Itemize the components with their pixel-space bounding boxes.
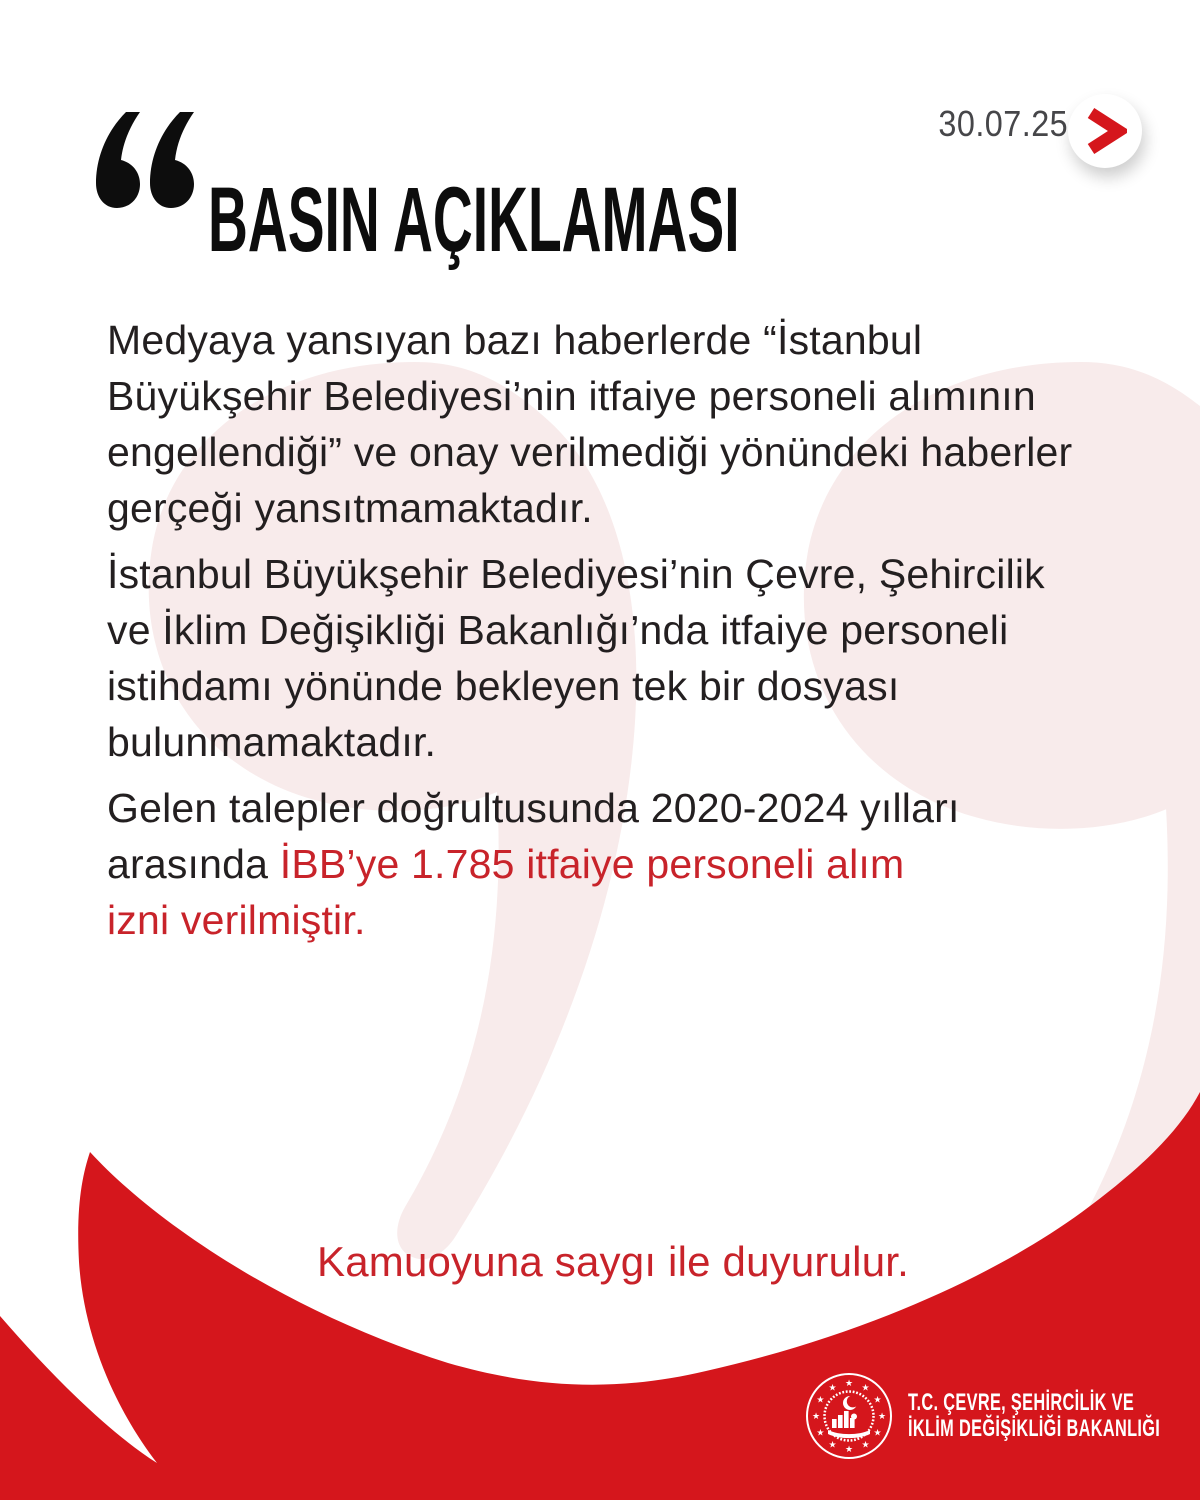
chevron-right-icon (1083, 107, 1127, 155)
page-title: BASIN AÇIKLAMASI (208, 168, 740, 271)
body-text: Gelen talepler doğrultusunda 2020-2024 yılları (107, 785, 960, 831)
text-line (107, 780, 1167, 836)
body-text: gerçeği yansıtmamaktadır. (107, 485, 593, 531)
paragraph (107, 546, 1167, 770)
svg-text:★: ★ (877, 1412, 887, 1422)
text-line (107, 836, 1167, 892)
svg-text:★: ★ (828, 1440, 837, 1451)
body-text: Büyükşehir Belediyesi’nin itfaiye personeli alımının (107, 373, 1036, 419)
svg-text:★: ★ (828, 1383, 837, 1394)
paragraph (107, 780, 1167, 948)
svg-text:★: ★ (861, 1383, 870, 1394)
ministry-emblem-icon (804, 1371, 894, 1461)
text-line (107, 368, 1167, 424)
closing-statement: Kamuoyuna saygı ile duyurulur. (316, 1238, 909, 1285)
press-release-body (107, 312, 1167, 958)
body-text: engellendiği” ve onay verilmediği yönündeki haberler (107, 429, 1073, 475)
body-text: istihdamı yönünde bekleyen tek bir dosyası (107, 663, 900, 709)
svg-text:★: ★ (873, 1428, 882, 1439)
body-text: ve İklim Değişikliği Bakanlığı’nda itfaiye personeli (107, 607, 1009, 653)
ministry-signature (804, 1371, 1200, 1461)
svg-text:★: ★ (816, 1428, 825, 1439)
opening-quote-icon (96, 112, 194, 208)
svg-text:★: ★ (873, 1395, 882, 1406)
text-line (107, 546, 1167, 602)
body-text: arasında (107, 841, 280, 887)
svg-text:★: ★ (844, 1445, 854, 1455)
svg-text:★: ★ (811, 1412, 821, 1422)
body-text: Medyaya yansıyan bazı haberlerde “İstanbul (107, 317, 923, 363)
ministry-name (908, 1390, 1160, 1442)
text-line (107, 312, 1167, 368)
text-line (107, 658, 1167, 714)
text-line (107, 424, 1167, 480)
date-label: 30.07.25 (938, 103, 1068, 144)
text-line (107, 602, 1167, 658)
ministry-name-line2: İKLİM DEĞİŞİKLİĞİ BAKANLIĞI (908, 1415, 1161, 1442)
text-line (107, 714, 1167, 770)
ministry-name-line1: T.C. ÇEVRE, ŞEHİRCİLİK VE (908, 1389, 1135, 1416)
text-line (107, 892, 1167, 948)
more-button[interactable] (1068, 94, 1142, 168)
highlight-text: İBB’ye 1.785 itfaiye personeli alım (279, 841, 905, 887)
svg-text:★: ★ (861, 1440, 870, 1451)
paragraph (107, 312, 1167, 536)
svg-text:★: ★ (816, 1395, 825, 1406)
highlight-text: izni verilmiştir. (107, 897, 366, 943)
svg-text:★: ★ (844, 1379, 854, 1389)
body-text: İstanbul Büyükşehir Belediyesi’nin Çevre, Şehircilik (107, 551, 1045, 597)
text-line (107, 480, 1167, 536)
body-text: bulunmamaktadır. (107, 719, 437, 765)
